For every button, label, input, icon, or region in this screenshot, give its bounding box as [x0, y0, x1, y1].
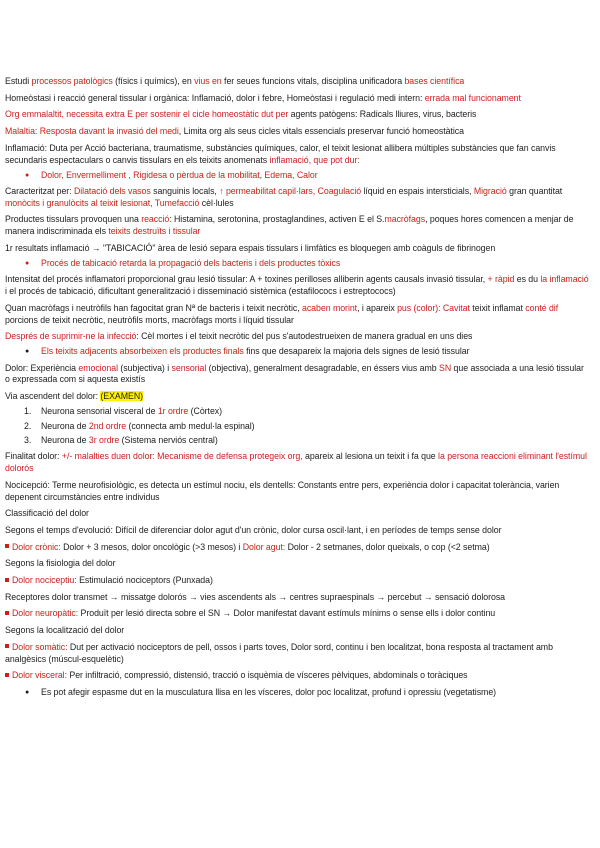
paragraph — [5, 126, 591, 138]
text-run: macròfags — [384, 214, 426, 225]
bullet-list — [5, 687, 591, 699]
text-run: Els teixits adjacents absorbeixen els productes finals — [41, 346, 244, 357]
paragraph — [5, 363, 591, 387]
text-run: , Limita org als seus cicles vitals essencials preservar funció homeostàtica — [178, 126, 464, 137]
paragraph — [5, 451, 591, 475]
text-run: reacció: — [141, 214, 172, 225]
paragraph — [5, 331, 591, 343]
paragraph — [5, 642, 591, 666]
text-run: agents patògens: Radicals lliures, virus, bacteris — [288, 109, 477, 120]
paragraph — [5, 391, 591, 403]
paragraph — [5, 625, 591, 637]
paragraph — [5, 186, 591, 210]
text-run: Dut per activació nociceptors de pell, ossos i parts toves, Dolor sord, continu i ben localitzat, bona resposta al tractament amb analgèsics (múscul-esquelètic) — [5, 641, 553, 664]
text-run: Quan macròfags i neutròfils han fagocitat gran Nª de bacteris i teixit necròtic, — [5, 302, 302, 313]
text-run: Dolor neuropàtic: — [12, 608, 79, 619]
paragraph — [5, 93, 591, 105]
text-run: Dolor agut: — [242, 541, 286, 552]
text-run: Finalitat dolor: — [5, 451, 62, 462]
square-bullet-icon — [5, 578, 9, 582]
text-run: conté dif — [525, 302, 559, 313]
text-run: inflamació, que pot dur: — [269, 154, 360, 165]
text-run: processos patològics — [31, 76, 113, 86]
bullet-list — [5, 258, 591, 270]
paragraph — [5, 558, 591, 570]
bullet-item — [5, 170, 591, 182]
text-run: Intensitat del procés inflamatori proporcional grau lesió tissular: A + toxines perilloses alliberin agents causals invasió tissular, — [5, 274, 488, 285]
square-bullet-icon — [5, 611, 9, 615]
bullet-item — [5, 346, 591, 358]
paragraph — [5, 143, 591, 167]
bullet-item — [5, 687, 591, 699]
paragraph — [5, 575, 591, 587]
text-run: Classificació del dolor — [5, 508, 89, 519]
text-run: SN — [439, 362, 452, 373]
text-run: Receptores dolor transmet → missatge dolorós → vies ascendents als → centres supraespinals → percebut → sensació dolorosa — [5, 591, 506, 602]
paragraph — [5, 508, 591, 520]
paragraph — [5, 670, 591, 682]
text-run: vius en — [194, 76, 222, 86]
text-run: porcions de teixit necròtic, neutròfils morts, macròfags morts i líquid tissular — [5, 314, 294, 325]
text-run: Estudi — [5, 76, 32, 86]
text-run: (Sistema nerviós central) — [119, 435, 218, 446]
text-run: Segons la fisiologia del dolor — [5, 558, 116, 569]
text-run: que associada a una lesió tissular o expressada com si aquesta existís — [5, 362, 584, 385]
text-run: (connecta amb medul·la espinal) — [126, 420, 255, 431]
text-run: Dolor - 2 setmanes, dolor queixals, o cop (<2 setma) — [285, 541, 490, 552]
text-run: Org emmalaltit, necessita extra E per sostenir el cicle homeostàtic dut per — [5, 109, 289, 120]
text-run: gran quantitat — [506, 185, 563, 196]
text-run: Neurona de — [41, 435, 89, 446]
text-run: líquid en espais intersticials, — [361, 185, 474, 196]
item-number: 3. — [24, 435, 32, 446]
text-run: i el procés de tabicació, dificultant generalització i disseminació sistèmica (estafilococs i estreptococs) — [5, 286, 396, 297]
text-run: Inflamació: Duta per Acció bacteriana, traumatisme, substàncies químiques, calor, el teixit lesionat allibera múltiples substàncies que fan canvis secundaris espectaculars o canvis tissulars en els teixits anomenats — [5, 142, 556, 165]
text-run: teixits destruïts i tissular — [108, 226, 201, 237]
text-run: Migració — [473, 185, 507, 196]
numbered-item — [5, 406, 591, 418]
text-run: errada mal funcionament — [424, 92, 521, 103]
text-run: Dolor crònic: — [12, 541, 61, 552]
text-run: sensorial — [171, 362, 207, 373]
text-run: Després de suprimir-ne la infecció — [5, 331, 137, 342]
text-run: (subjectiva) i — [118, 362, 172, 373]
numbered-list — [5, 406, 591, 447]
document-page — [5, 76, 591, 703]
text-run: Produït per lesió directa sobre el SN → Dolor manifestat davant estímuls mínims o sense ells i dolor continu — [78, 608, 496, 619]
text-run: 3r ordre — [88, 435, 120, 446]
text-run: es du — [514, 274, 541, 285]
item-number: 2. — [24, 420, 32, 431]
text-run: Neurona sensorial visceral de — [41, 406, 158, 417]
bullet-item — [5, 258, 591, 270]
text-run: Neurona de — [41, 420, 89, 431]
text-run: +/- malalties duen dolor: Mecanisme de defensa protegeix org, — [61, 451, 303, 462]
bullet-list — [5, 170, 591, 182]
text-run: Dilatació dels vasos — [73, 185, 151, 196]
paragraph — [5, 592, 591, 604]
paragraph — [5, 542, 591, 554]
text-run: Homeòstasi i reacció general tissular i orgànica: Inflamació, dolor i febre, Homeòstasi i regulació medi intern: — [5, 92, 425, 103]
text-run: Dolor nociceptiu: — [12, 574, 77, 585]
text-run: Procés de tabicació retarda la propagació dels bacteris i dels productes tòxics — [41, 258, 341, 269]
text-run: pus (color): Cavitat — [397, 302, 470, 313]
numbered-item — [5, 421, 591, 433]
text-run: , poques hores comencen a menjar de manera indiscriminada els — [5, 214, 574, 237]
text-run: Es pot afegir espasme dut en la musculatura llisa en les vísceres, dolor poc localitzat, profund i opressiu (vegetatisme) — [41, 686, 497, 697]
text-run: 2nd ordre — [88, 420, 127, 431]
text-run: bases científica — [404, 76, 465, 86]
text-run: Dolor: Experiència — [5, 362, 79, 373]
text-run: Caracteritzat per: — [5, 185, 74, 196]
text-run: teixit inflamat — [469, 302, 526, 313]
text-run: Estimulació nociceptors (Punxada) — [76, 574, 213, 585]
text-run: 1r ordre — [157, 406, 189, 417]
paragraph — [5, 480, 591, 504]
text-run: Via ascendent del dolor: — [5, 391, 101, 402]
text-run: (físics i químics), en — [112, 76, 195, 86]
text-run: Dolor, Envermelliment , Rigidesa o pèrdua de la mobilitat, Edema, Calor — [41, 169, 318, 180]
paragraph — [5, 525, 591, 537]
text-run: ↑ permeabilitat capil·lars, Coagulació — [219, 185, 362, 196]
text-run: Malaltia: Resposta davant la invasió del medi — [5, 126, 179, 137]
numbered-item — [5, 435, 591, 447]
text-run: Dolor + 3 mesos, dolor oncològic (>3 mesos) i — [60, 541, 243, 552]
square-bullet-icon — [5, 544, 9, 548]
bullet-list — [5, 346, 591, 358]
text-run: 1r resultats inflamació → "TABICACIÓ" àrea de lesió separa espais tissulars i limfàtics es bloquegen amb coàguls de fibrinogen — [5, 242, 496, 253]
text-run: Per infiltració, compressió, distensió, tracció o isquèmia de vísceres pèlviques, abdominals o toràciques — [66, 670, 468, 681]
square-bullet-icon — [5, 673, 9, 677]
paragraph — [5, 214, 591, 238]
paragraph — [5, 608, 591, 620]
text-run: apareix al lesiona un teixit i fa que — [302, 451, 439, 462]
text-run: (Còrtex) — [188, 406, 223, 417]
text-run: fer seues funcions vitals, disciplina unificadora — [221, 76, 405, 86]
text-run: Productes tissulars provoquen una — [5, 214, 142, 225]
text-run: acaben morint — [301, 302, 358, 313]
paragraph — [5, 109, 591, 121]
text-run: fins que desapareix la majoria dels signes de lesió tissular — [243, 346, 470, 357]
text-run: , i apareix — [357, 302, 398, 313]
text-run: sanguinis locals, — [150, 185, 220, 196]
text-run: : Cèl mortes i el teixit necròtic del pus s'autodestrueixen de manera gradual en uns dies — [136, 331, 473, 342]
text-run: Nocicepció: Terme neurofisiològic, es detecta un estímul nociu, els dentells: Constants entre pers, experiència dolor i capacitat tolerància, varien depenent circumstàncies entre individus — [5, 479, 560, 502]
text-run: la inflamació — [540, 274, 589, 285]
text-run: la persona reaccioni eliminant l'estímul dolorós — [5, 451, 587, 474]
text-run: Dolor somàtic: — [12, 641, 68, 652]
text-run: Histamina, serotonina, prostaglandines, activen E el S. — [171, 214, 385, 225]
square-bullet-icon — [5, 644, 9, 648]
text-run: Segons el temps d'evolució: Difícil de diferenciar dolor agut d'un crònic, dolor cursa oscil·lant, i en períodes de temps sense dolor — [5, 524, 502, 535]
paragraph — [5, 274, 591, 298]
text-run: emocional — [78, 362, 119, 373]
text-run: Segons la localització del dolor — [5, 625, 125, 636]
text-run: Dolor visceral: — [12, 670, 67, 681]
item-number: 1. — [24, 406, 32, 417]
text-run: (objectiva), generalment desagradable, en éssers vius amb — [206, 362, 440, 373]
text-run: + ràpid — [487, 274, 515, 285]
paragraph — [5, 303, 591, 327]
text-run: cèl·lules — [199, 197, 234, 208]
text-run: monòcits i granulòcits al teixit lesionat, Tumefacció — [5, 197, 200, 208]
text-run: (EXAMEN) — [100, 391, 144, 402]
paragraph — [5, 76, 591, 88]
paragraph — [5, 243, 591, 255]
